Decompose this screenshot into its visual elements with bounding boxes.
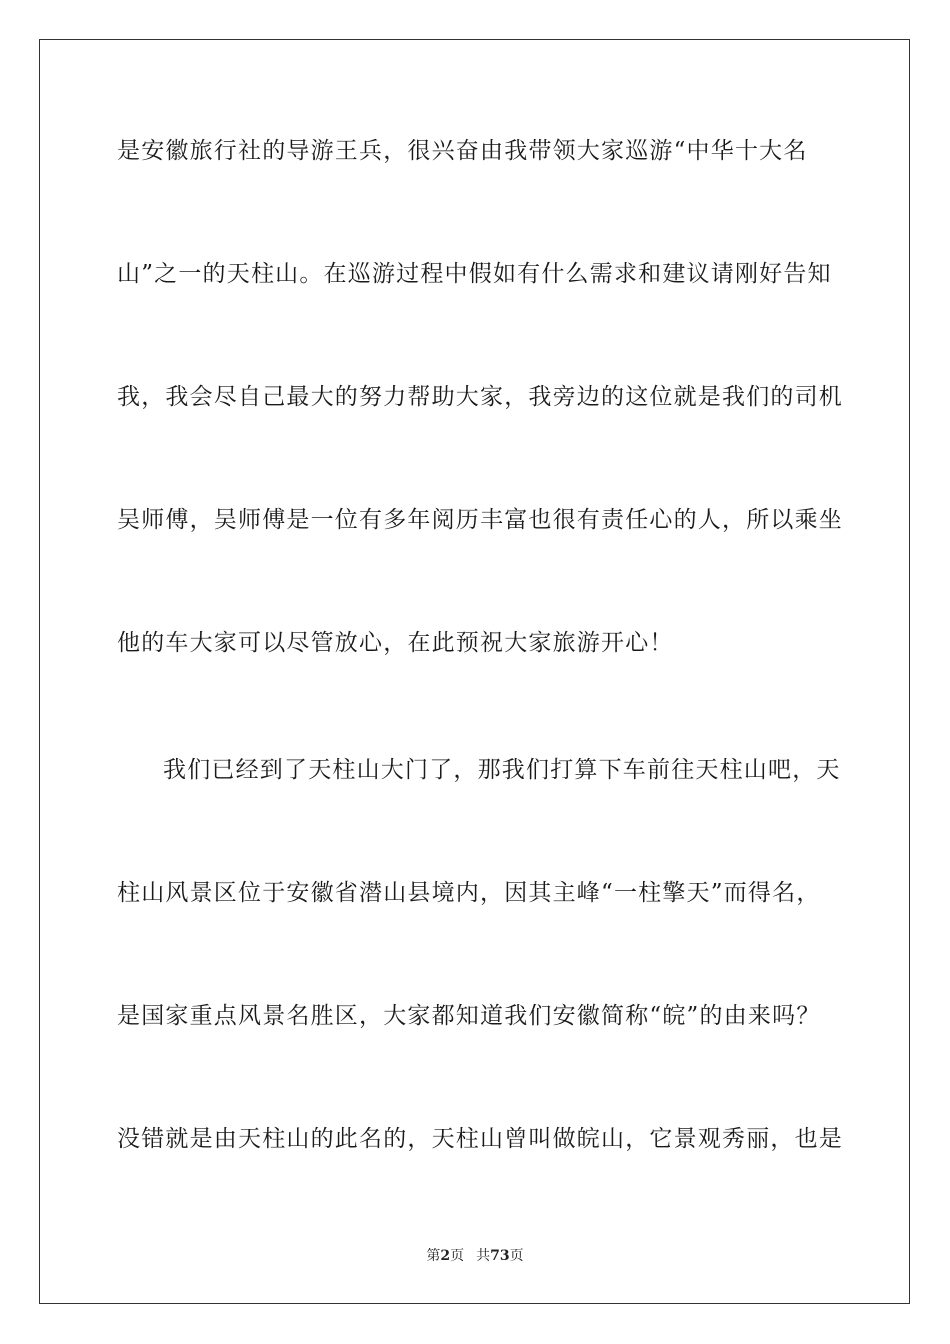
- page-number: 2: [440, 1248, 451, 1264]
- total-suffix: 页: [509, 1248, 524, 1264]
- page-suffix: 页: [450, 1248, 465, 1264]
- body-text-line: 吴师傅，吴师傅是一位有多年阅历丰富也很有责任心的人，所以乘坐: [117, 507, 843, 533]
- paragraph-first-line: 我们已经到了天柱山大门了，那我们打算下车前往天柱山吧，天: [163, 757, 841, 783]
- body-text-line: 我，我会尽自己最大的努力帮助大家，我旁边的这位就是我们的司机: [117, 384, 843, 410]
- page-footer: [0, 1247, 950, 1265]
- body-text-line: 没错就是由天柱山的此名的，天柱山曾叫做皖山，它景观秀丽，也是: [117, 1126, 843, 1152]
- body-text-line: 是国家重点风景名胜区，大家都知道我们安徽简称“皖”的由来吗？: [117, 1003, 821, 1029]
- body-text-line: 山”之一的天柱山。在巡游过程中假如有什么需求和建议请刚好告知: [117, 261, 832, 287]
- page-prefix: 第: [426, 1248, 441, 1264]
- total-pages: 73: [490, 1248, 510, 1264]
- body-text-line: 柱山风景区位于安徽省潜山县境内，因其主峰“一柱擎天”而得名，: [117, 880, 821, 906]
- total-prefix: 共: [476, 1248, 491, 1264]
- page-border: [39, 39, 910, 1304]
- body-text-line: 他的车大家可以尽管放心，在此预祝大家旅游开心！: [117, 630, 674, 656]
- body-text-line: 是安徽旅行社的导游王兵，很兴奋由我带领大家巡游“中华十大名: [117, 138, 808, 164]
